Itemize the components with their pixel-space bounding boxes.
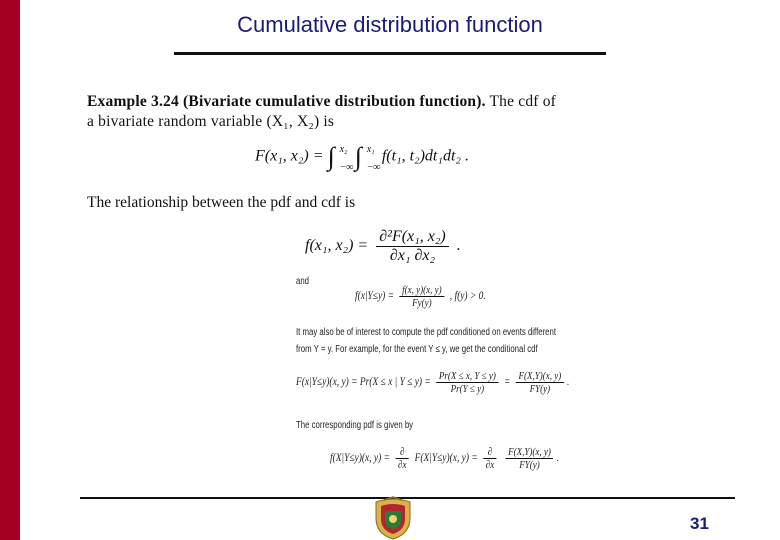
cdf-integrand: f(t₁, t₂)dt₁dt₂ .: [381, 147, 469, 165]
scan-equation-c: f(X|Y≤y)(x, y) = $\frac{\partial}{\partial x}$ F(X|Y≤y)(x, y) = $\frac{\partial}{\partial x}$ $\frac{F(X,Y)(x, y)}{FY(y)}$ .: [330, 446, 560, 471]
left-accent-bar: [0, 0, 20, 540]
eq-b-fraction-1: $\frac{Pr(X \le x, Y \le y)}{Pr(Y \le y)}$: [436, 370, 498, 395]
eq-a-fraction: $\frac{f(x, y)(x, y)}{Fy(y)}$: [400, 284, 444, 309]
pdf-denominator: ∂x₁ ∂x₂: [389, 247, 436, 264]
scan-and: and: [296, 276, 310, 287]
university-seal-icon: [370, 496, 416, 540]
pdf-fraction: [376, 228, 448, 265]
cdf-equation: [255, 142, 469, 172]
scan-equation-a: f(x|Y≤y) = $\frac{f(x, y)(x, y)}{Fy(y)}$ , f(y) > 0.: [355, 284, 486, 309]
scan-equation-b: F(x|Y≤y)(x, y) = Pr(X ≤ x | Y ≤ y) = $\frac{Pr(X \le x, Y \le y)}{Pr(Y \le y)}$ = $\frac{F(X,Y)(x, y)}{FY(y)}$ .: [296, 370, 570, 395]
scan-paragraph-1: It may also be of interest to compute the pdf conditioned on events different: [296, 327, 557, 338]
title-underline: [174, 52, 606, 55]
page-number: 31: [690, 514, 709, 533]
cdf-lhs: F(x₁, x₂) =: [255, 147, 324, 165]
pdf-numerator: ∂²F(x₁, x₂): [376, 228, 448, 247]
pdf-lhs: f(x₁, x₂) =: [305, 237, 369, 255]
pdf-end: .: [456, 237, 461, 255]
eq-b-fraction-2: $\frac{F(X,Y)(x, y)}{FY(y)}$: [516, 370, 564, 395]
scan-paragraph-3: The corresponding pdf is given by: [296, 420, 414, 431]
slide-title: Cumulative distribution function: [237, 12, 543, 37]
eq-c-fraction: $\frac{F(X,Y)(x, y)}{FY(y)}$: [506, 446, 554, 471]
relationship-text: The relationship between the pdf and cdf is: [87, 194, 356, 211]
pdf-equation: [305, 228, 461, 265]
integral-sign: ∫ x₁ −∞: [354, 142, 381, 173]
example-text: The cdf of: [489, 93, 557, 110]
example-label: Example 3.24: [87, 93, 179, 110]
integral-sign: ∫ x₂ −∞: [327, 142, 354, 173]
scan-paragraph-2: from Y = y. For example, for the event Y ≤ y, we get the conditional cdf: [296, 344, 538, 355]
example-line-2: a bivariate random variable (X₁, X₂) is: [87, 113, 335, 130]
example-heading: (Bivariate cumulative distribution function).: [183, 93, 486, 110]
example-heading-line: [87, 93, 556, 111]
